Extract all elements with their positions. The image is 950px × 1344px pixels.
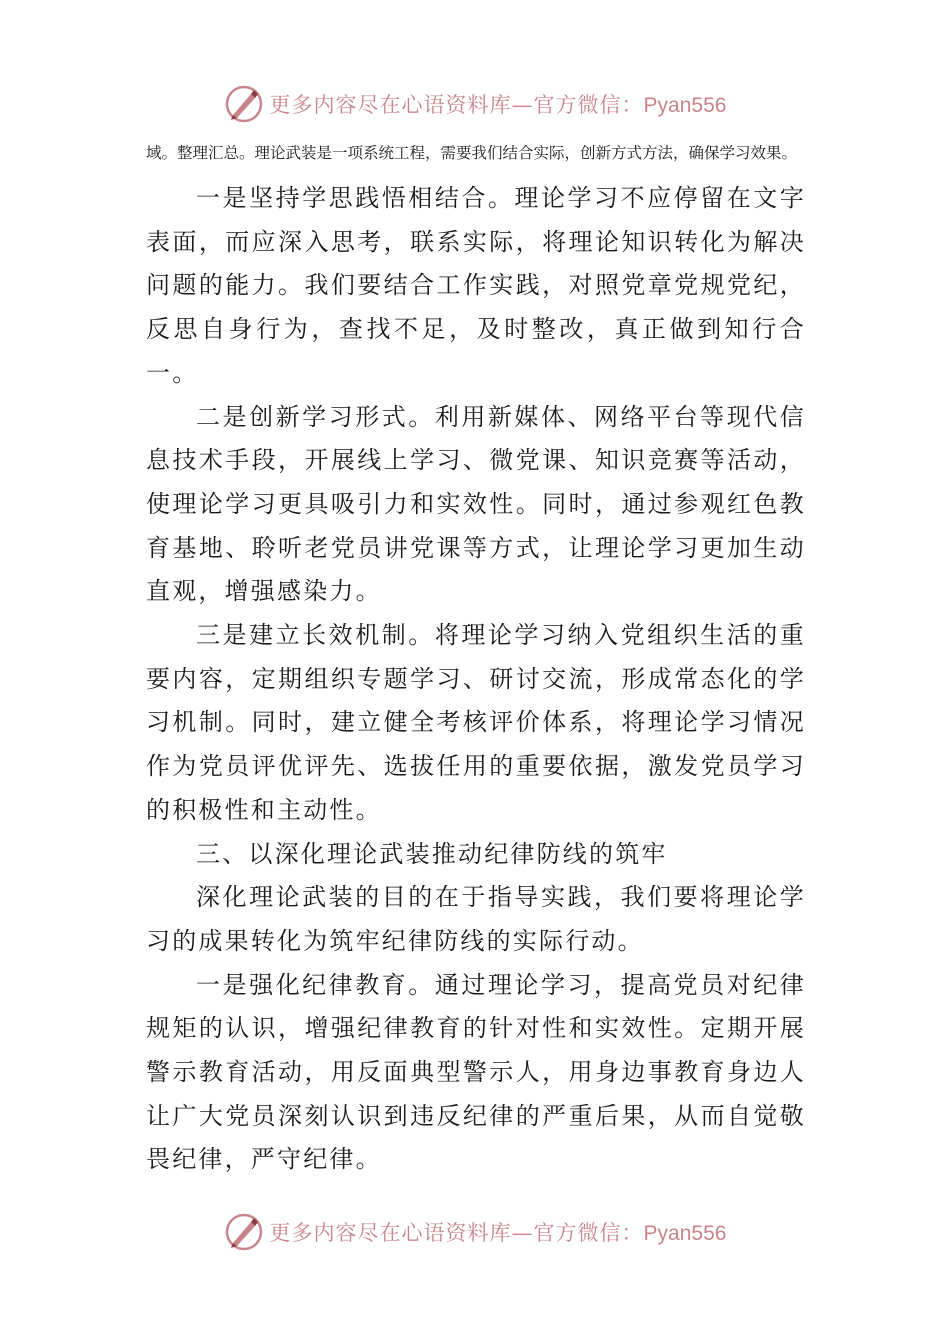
paragraph-5: 一是强化纪律教育。通过理论学习，提高党员对纪律规矩的认识，增强纪律教育的针对性和实效性。定期开展警示教育活动，用反面典型警示人，用身边事教育身边人让广大党员深刻认识到违反纪律的严重后果，从而自觉敬畏纪律，严守纪律。 (146, 970, 806, 1174)
watermark-account: Pyan556 (643, 94, 727, 117)
paragraph-3: 三是建立长效机制。将理论学习纳入党组织生活的重要内容，定期组织专题学习、研讨交流，形成常态化的学习机制。同时，建立健全考核评价体系，将理论学习情况作为党员评优评先、选拔任用的重要依据，激发党员学习的积极性和主动性。 (146, 621, 806, 824)
watermark-text: 更多内容尽在心语资料库—官方微信：Pyan556 (269, 1221, 727, 1245)
watermark-footer (0, 1208, 950, 1256)
pen-logo-icon (224, 1212, 264, 1252)
document-body (146, 140, 806, 1182)
lead-paragraph: 域。整理汇总。理论武装是一项系统工程，需要我们结合实际，创新方式方法，确保学习效果。 (146, 144, 798, 162)
watermark-header (0, 80, 950, 128)
paragraph-4: 深化理论武装的目的在于指导实践，我们要将理论学习的成果转化为筑牢纪律防线的实际行动。 (146, 883, 806, 955)
section-heading: 三、以深化理论武装推动纪律防线的筑牢 (196, 839, 668, 868)
watermark-account: Pyan556 (643, 1222, 727, 1245)
watermark-text: 更多内容尽在心语资料库—官方微信：Pyan556 (269, 93, 727, 117)
paragraph-1: 一是坚持学思践悟相结合。理论学习不应停留在文字表面，而应深入思考，联系实际，将理论知识转化为解决问题的能力。我们要结合工作实践，对照党章党规党纪，反思自身行为，查找不足，及时整改，真正做到知行合一。 (146, 184, 806, 387)
pen-logo-icon (224, 84, 264, 124)
paragraph-2: 二是创新学习形式。利用新媒体、网络平台等现代信息技术手段，开展线上学习、微党课、知识竞赛等活动，使理论学习更具吸引力和实效性。同时，通过参观红色教育基地、聆听老党员讲党课等方式，让理论学习更加生动直观，增强感染力。 (146, 402, 806, 606)
